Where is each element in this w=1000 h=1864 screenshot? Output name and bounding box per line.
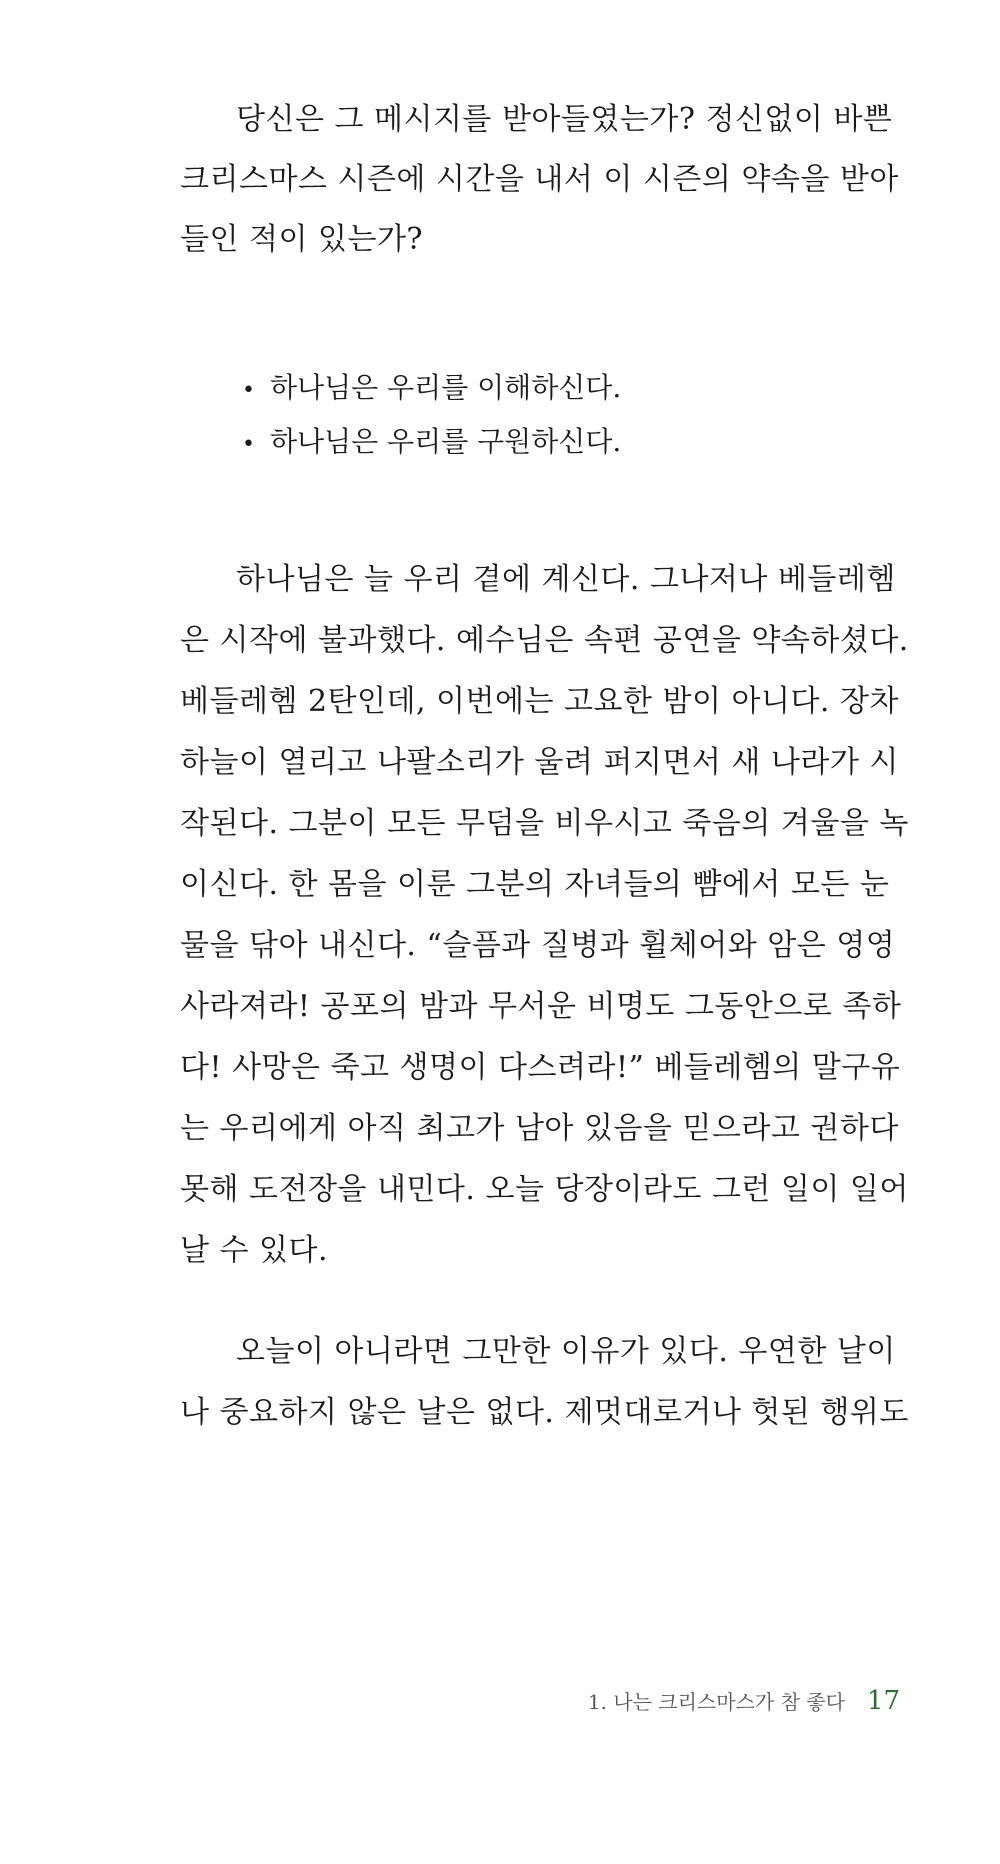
paragraph-line: 하늘이 열리고 나팔소리가 울려 퍼지면서 새 나라가 시 bbox=[180, 745, 899, 780]
paragraph-line: 작된다. 그분이 모든 무덤을 비우시고 죽음의 겨울을 녹 bbox=[180, 806, 909, 841]
paragraph-line: 베들레헴 2탄인데, 이번에는 고요한 밤이 아니다. 장차 bbox=[180, 684, 899, 719]
paragraph-line: 당신은 그 메시지를 받아들였는가? 정신없이 바쁜 bbox=[236, 102, 893, 137]
paragraph-line: 크리스마스 시즌에 시간을 내서 이 시즌의 약속을 받아 bbox=[180, 162, 899, 197]
paragraph-line: 날 수 있다. bbox=[180, 1233, 329, 1268]
paragraph-line: 오늘이 아니라면 그만한 이유가 있다. 우연한 날이 bbox=[236, 1334, 896, 1369]
paragraph-line: 들인 적이 있는가? bbox=[180, 222, 424, 257]
bullet-marker: • bbox=[242, 432, 255, 457]
list-item bbox=[242, 424, 621, 463]
paragraph-line: 은 시작에 불과했다. 예수님은 속편 공연을 약속하셨다. bbox=[180, 623, 909, 658]
paragraph-line: 못해 도전장을 내민다. 오늘 당장이라도 그런 일이 일어 bbox=[180, 1172, 909, 1207]
running-footer-chapter-title: 1. 나는 크리스마스가 참 좋다 bbox=[587, 1690, 845, 1714]
paragraph-line: 물을 닦아 내신다. “슬픔과 질병과 휠체어와 암은 영영 bbox=[180, 928, 896, 963]
paragraph-line: 나 중요하지 않은 날은 없다. 제멋대로거나 헛된 행위도 bbox=[180, 1395, 909, 1430]
list-item bbox=[242, 370, 621, 409]
paragraph-line: 는 우리에게 아직 최고가 남아 있음을 믿으라고 권하다 bbox=[180, 1111, 899, 1146]
page-number: 17 bbox=[866, 1686, 900, 1716]
bullet-marker: • bbox=[242, 378, 255, 403]
paragraph-line: 사라져라! 공포의 밤과 무서운 비명도 그동안으로 족하 bbox=[180, 989, 902, 1024]
paragraph-line: 이신다. 한 몸을 이룬 그분의 자녀들의 뺨에서 모든 눈 bbox=[180, 867, 890, 902]
page-footer bbox=[588, 1686, 900, 1716]
paragraph-line: 하나님은 늘 우리 곁에 계신다. 그나저나 베들레헴 bbox=[236, 562, 896, 597]
list-item-text: 하나님은 우리를 구원하신다. bbox=[270, 425, 622, 458]
list-item-text: 하나님은 우리를 이해하신다. bbox=[270, 371, 622, 404]
paragraph-line: 다! 사망은 죽고 생명이 다스려라!” 베들레헴의 말구유 bbox=[180, 1050, 901, 1085]
